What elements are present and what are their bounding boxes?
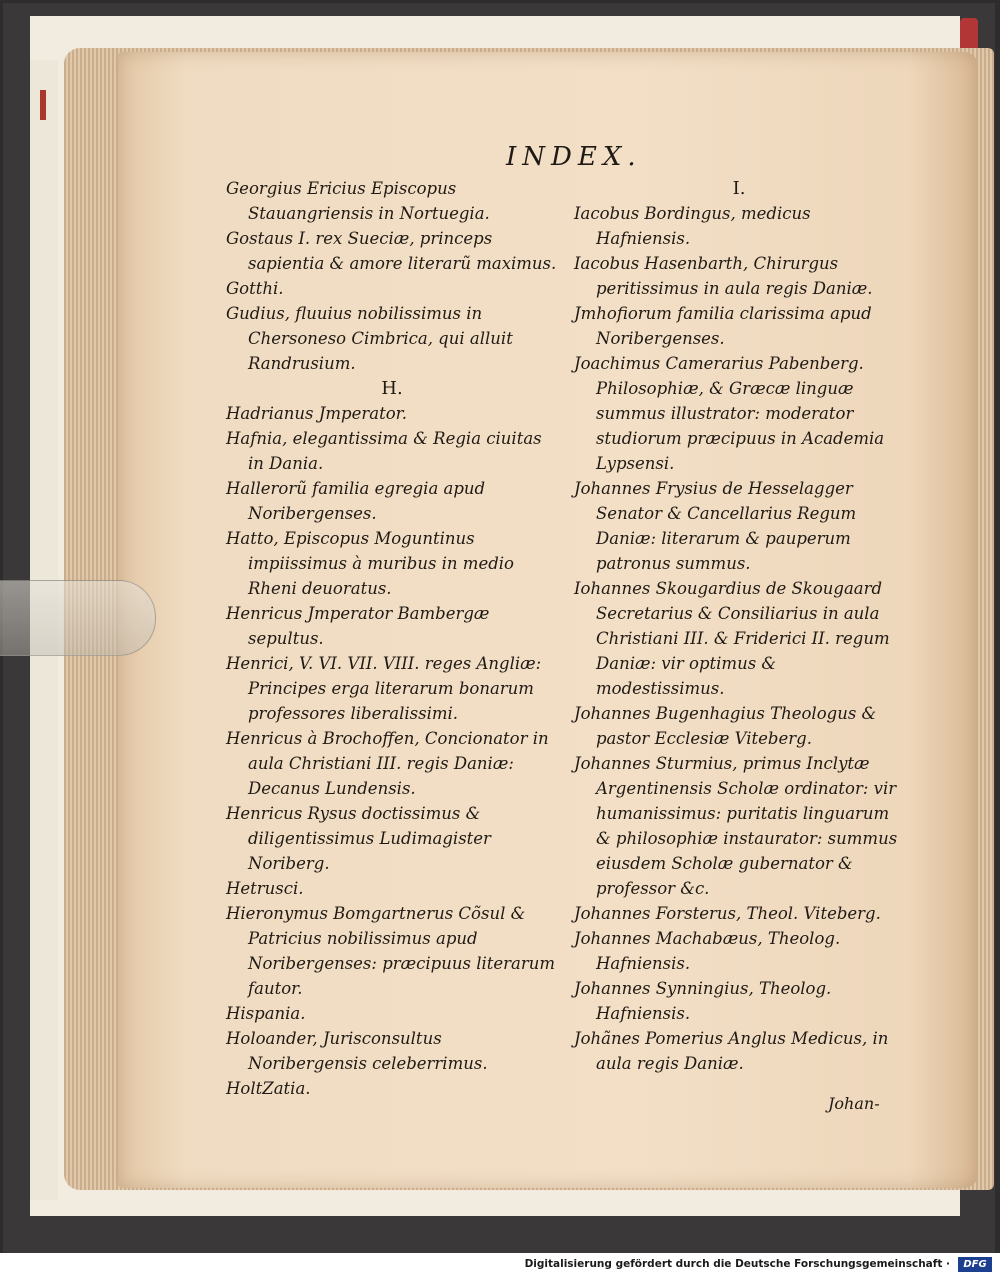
section-letter: I. [732,178,746,199]
index-entry: Johannes Forsterus, Theol. Viteberg. [574,904,881,923]
index-column-right [574,176,904,1076]
index-entry: Hispania. [226,1004,306,1023]
index-entry: Georgius Ericius Episcopus Stauangriensis in Nortuegia. [226,179,490,223]
index-entry: Hatto, Episcopus Moguntinus impiissimus à muribus in medio Rheni deuoratus. [226,529,514,598]
footer-bar [0,1253,1000,1277]
page-holder-clip [0,580,156,656]
index-entry: Jmhofiorum familia clarissima apud Noribergenses. [574,304,872,348]
index-entry: Johãnes Pomerius Anglus Medicus, in aula regis Daniæ. [574,1029,889,1073]
index-entry: Johannes Frysius de Hesselagger Senator & Cancellarius Regum Daniæ: literarum & pauperum patronus summus. [574,479,857,573]
index-entry: Iacobus Hasenbarth, Chirurgus peritissimus in aula regis Daniæ. [574,254,873,298]
index-entry: Hetrusci. [226,879,304,898]
index-entry: Henricus à Brochoffen, Concionator in aula Christiani III. regis Daniæ: Decanus Lundensis. [226,729,549,798]
index-entry: Iacobus Bordingus, medicus Hafniensis. [574,204,811,248]
index-entry: Johannes Machabæus, Theolog. Hafniensis. [574,929,841,973]
index-entry: Henricus Rysus doctissimus & diligentissimus Ludimagister Noriberg. [226,804,491,873]
index-entry: Joachimus Camerarius Pabenberg. Philosophiæ, & Græcæ linguæ summus illustrator: moderator studiorum præcipuus in Academia Lypsensi. [574,354,885,473]
page-heading: INDEX. [506,142,642,172]
index-entry: Hallerorũ familia egregia apud Noribergenses. [226,479,486,523]
index-entry: Gotthi. [226,279,284,298]
index-entry: Gudius, fluuius nobilissimus in Chersoneso Cimbrica, qui alluit Randrusium. [226,304,513,373]
index-column-left [226,176,558,1101]
index-entry: HoltZatia. [226,1079,311,1098]
dfg-logo: DFG [958,1257,992,1272]
red-rubric-mark [40,90,46,120]
section-letter: H. [381,378,403,399]
index-entry: Henricus Jmperator Bambergæ sepultus. [226,604,490,648]
index-entry: Gostaus I. rex Sueciæ, princeps sapientia & amore literarũ maximus. [226,229,557,273]
index-entry: Henrici, V. VI. VII. VIII. reges Angliæ: Principes erga literarum bonarum professores liberalissimi. [226,654,542,723]
index-entry: Johannes Synningius, Theolog. Hafniensis. [574,979,832,1023]
index-entry: Johannes Sturmius, primus Inclytæ Argentinensis Scholæ ordinator: vir humanissimus: puritatis linguarum & philosophiæ instaurator: summus eiusdem Scholæ gubernator & professor &c. [574,754,898,898]
index-entry: Holoander, Jurisconsultus Noribergensis celeberrimus. [226,1029,488,1073]
footer-credit: Digitalisierung gefördert durch die Deutsche Forschungsgemeinschaft · [524,1258,950,1270]
catchword: Johan- [828,1094,880,1113]
index-entry: Hadrianus Jmperator. [226,404,407,423]
index-entry: Johannes Bugenhagius Theologus & pastor Ecclesiæ Viteberg. [574,704,877,748]
index-entry: Iohannes Skougardius de Skougaard Secretarius & Consiliarius in aula Christiani III. & Friderici II. regum Daniæ: vir optimus & modestissimus. [574,579,890,698]
index-entry: Hieronymus Bomgartnerus Cõsul & Patricius nobilissimus apud Noribergenses: præcipuus literarum fautor. [226,904,556,998]
index-entry: Hafnia, elegantissima & Regia ciuitas in Dania. [226,429,542,473]
